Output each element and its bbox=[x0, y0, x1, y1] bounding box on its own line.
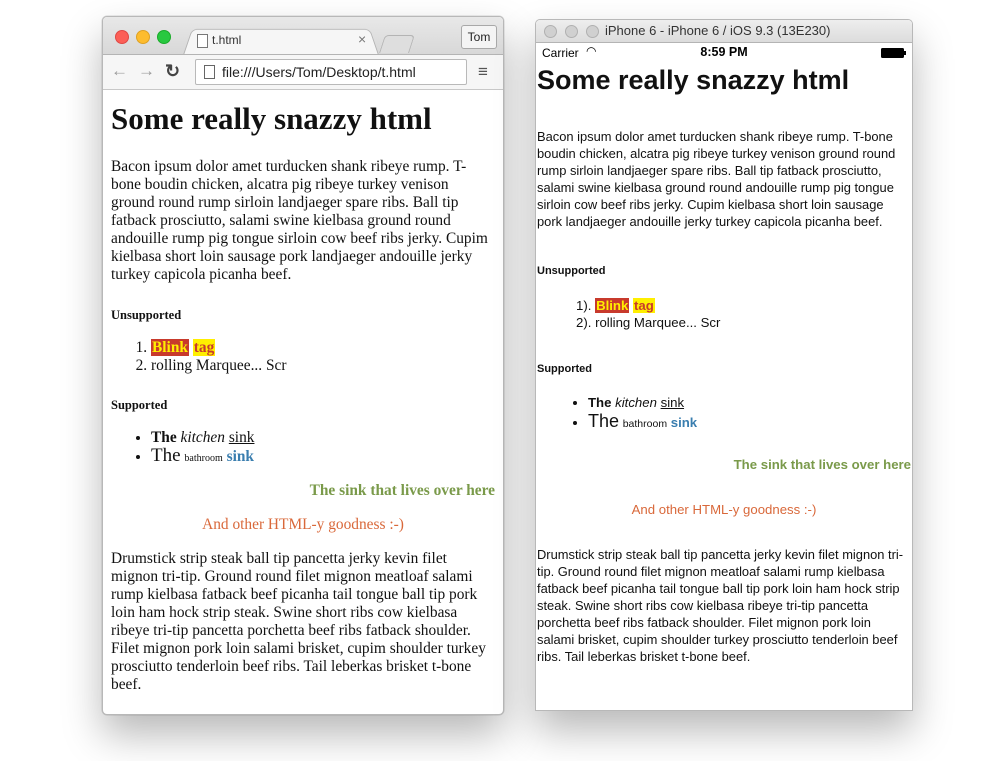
bold-the: The bbox=[588, 395, 612, 410]
address-bar[interactable] bbox=[195, 59, 467, 85]
page-heading: Some really snazzy html bbox=[111, 101, 432, 136]
tab-close-icon[interactable]: × bbox=[358, 31, 367, 47]
small-bathroom: bathroom bbox=[184, 453, 223, 464]
list-item bbox=[588, 412, 911, 433]
profile-button[interactable]: Tom bbox=[461, 25, 497, 49]
supported-heading: Supported bbox=[537, 363, 592, 375]
status-time: 8:59 PM bbox=[700, 45, 748, 59]
colored-sink: sink bbox=[226, 448, 254, 465]
wifi-icon: ◠ bbox=[586, 44, 597, 58]
list-number: 2). bbox=[576, 315, 592, 330]
minimize-window-button[interactable] bbox=[136, 30, 150, 44]
window-controls bbox=[115, 30, 178, 49]
document-icon bbox=[197, 34, 208, 48]
list-item bbox=[576, 314, 911, 331]
small-bathroom: bathroom bbox=[622, 418, 668, 430]
right-aligned-text: The sink that lives over here bbox=[309, 482, 495, 499]
underline-sink: sink bbox=[228, 429, 255, 446]
tab-bar bbox=[103, 17, 503, 54]
unsupported-heading: Unsupported bbox=[537, 265, 606, 277]
page-content bbox=[111, 89, 495, 694]
zoom-window-button[interactable] bbox=[157, 30, 171, 44]
colored-sink: sink bbox=[670, 415, 698, 430]
italic-kitchen: kitchen bbox=[615, 395, 657, 410]
list-item bbox=[576, 297, 911, 314]
carrier-label: Carrier bbox=[542, 46, 579, 60]
big-the: The bbox=[151, 445, 181, 466]
tag-text: tag bbox=[633, 298, 654, 313]
italic-kitchen: kitchen bbox=[180, 429, 225, 446]
blink-text: Blink bbox=[596, 298, 629, 313]
bold-the: The bbox=[151, 429, 177, 446]
tag-text: tag bbox=[193, 339, 215, 356]
unsupported-list bbox=[576, 297, 911, 331]
big-the: The bbox=[588, 411, 620, 431]
simulator-titlebar bbox=[536, 20, 912, 43]
list-item bbox=[151, 447, 495, 468]
forward-arrow-icon[interactable]: → bbox=[138, 61, 155, 80]
browser-toolbar bbox=[103, 54, 503, 90]
centered-text: And other HTML-y goodness :-) bbox=[202, 516, 404, 533]
ios-status-bar bbox=[536, 43, 912, 63]
list-item bbox=[151, 429, 495, 447]
reload-icon[interactable]: ↻ bbox=[165, 61, 181, 81]
right-aligned-text: The sink that lives over here bbox=[733, 457, 911, 472]
ios-page-viewport[interactable] bbox=[536, 63, 912, 710]
minimize-window-button[interactable] bbox=[565, 25, 578, 38]
ios-simulator-window bbox=[535, 19, 913, 711]
list-number: 1). bbox=[576, 298, 592, 313]
supported-heading: Supported bbox=[111, 398, 168, 412]
battery-icon bbox=[881, 48, 904, 58]
centered-text: And other HTML-y goodness :-) bbox=[631, 502, 817, 517]
tab-title: t.html bbox=[212, 33, 242, 47]
page-icon bbox=[204, 65, 215, 79]
paragraph-drumstick: Drumstick strip steak ball tip pancetta jerky kevin filet mignon tri-tip. Ground round filet mignon meatloaf salami rump kielbasa fatback beef picanha tail tongue ball tip pork loin ham hock strip steak. Swine short ribs cow kielbasa ribeye tri-tip pancetta porchetta beef ribs fatback shoulder. Filet mignon pork loin salami brisket, cupim shoulder turkey prosciutto tenderloin beef ribs. Tail leberkas brisket t-bone beef. bbox=[111, 550, 486, 693]
list-item bbox=[151, 357, 495, 375]
page-heading: Some really snazzy html bbox=[537, 65, 850, 95]
unsupported-list bbox=[111, 339, 495, 375]
window-controls bbox=[544, 25, 607, 43]
supported-list bbox=[537, 394, 911, 433]
list-item bbox=[151, 339, 495, 357]
underline-sink: sink bbox=[660, 395, 685, 410]
url-text[interactable]: file:///Users/Tom/Desktop/t.html bbox=[222, 64, 416, 80]
simulator-title: iPhone 6 - iPhone 6 / iOS 9.3 (13E230) bbox=[605, 23, 831, 38]
new-tab-button[interactable] bbox=[379, 35, 415, 53]
paragraph-bacon: Bacon ipsum dolor amet turducken shank ribeye rump. T-bone boudin chicken, alcatra pig ribeye turkey venison ground round rump sirloin landjaeger spare ribs. Ball tip fatback prosciutto, salami swine kielbasa ground round andouille rump pig tongue sirloin cow beef ribs jerky. Cupim kielbasa short loin sausage pork landjaeger andouille jerky turkey capicola picanha beef. bbox=[111, 158, 488, 283]
tab-content[interactable] bbox=[193, 33, 373, 53]
chrome-window bbox=[102, 16, 504, 715]
paragraph-bacon: Bacon ipsum dolor amet turducken shank ribeye rump. T-bone boudin chicken, alcatra pig ribeye turkey venison ground round rump sirloin landjaeger spare ribs. Ball tip fatback prosciutto, salami swine kielbasa ground round andouille rump pig tongue sirloin cow beef ribs jerky. Cupim kielbasa short loin sausage pork landjaeger andouille jerky turkey capicola picanha beef. bbox=[537, 129, 896, 229]
marquee-text: rolling Marquee... Scr bbox=[595, 315, 721, 330]
chrome-page-viewport[interactable] bbox=[103, 89, 503, 714]
close-window-button[interactable] bbox=[115, 30, 129, 44]
back-arrow-icon[interactable]: ← bbox=[111, 61, 128, 80]
unsupported-heading: Unsupported bbox=[111, 308, 182, 322]
menu-icon[interactable]: ≡ bbox=[478, 62, 488, 81]
page-content bbox=[537, 63, 911, 665]
zoom-window-button[interactable] bbox=[586, 25, 599, 38]
paragraph-drumstick: Drumstick strip steak ball tip pancetta jerky kevin filet mignon tri-tip. Ground round filet mignon meatloaf salami rump kielbasa fatback beef picanha tail tongue ball tip pork loin ham hock strip steak. Swine short ribs cow kielbasa ribeye tri-tip pancetta porchetta beef ribs fatback shoulder. Filet mignon pork loin salami brisket, cupim shoulder turkey prosciutto tenderloin beef ribs. Tail leberkas brisket t-bone beef. bbox=[537, 547, 904, 664]
list-item bbox=[588, 394, 911, 412]
close-window-button[interactable] bbox=[544, 25, 557, 38]
supported-list bbox=[111, 429, 495, 468]
marquee-text: rolling Marquee... Scr bbox=[151, 357, 287, 374]
blink-text: Blink bbox=[152, 339, 188, 356]
